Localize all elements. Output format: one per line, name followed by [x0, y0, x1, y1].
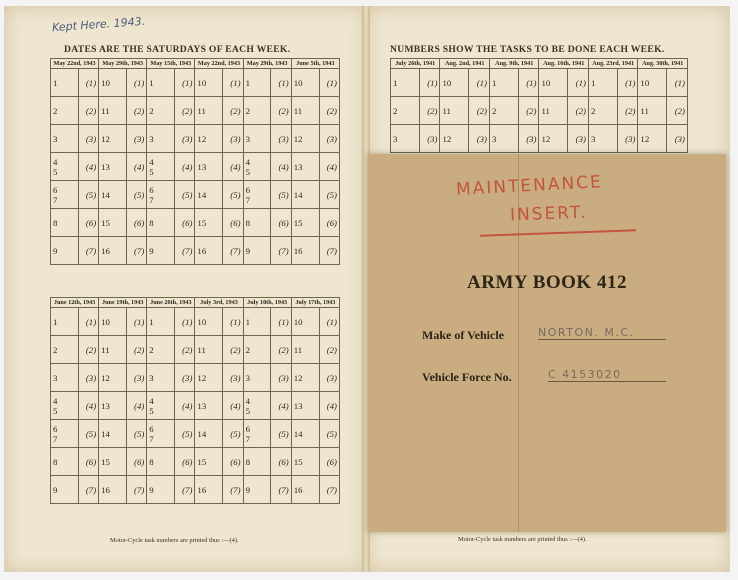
maintenance-insert-card [368, 154, 726, 532]
task-number-cell: 9 [51, 476, 79, 504]
motorcycle-task-cell: (1) [667, 69, 688, 97]
task-number-cell: 1 [391, 69, 420, 97]
motorcycle-task-cell: (1) [271, 308, 291, 336]
task-number-cell: 8 [243, 209, 271, 237]
motorcycle-task-cell: (1) [175, 69, 195, 97]
motorcycle-task-cell: (2) [319, 336, 339, 364]
motorcycle-task-cell: (5) [175, 420, 195, 448]
make-of-vehicle-label: Make of Vehicle [422, 328, 504, 342]
stamp-line-2: INSERT. [509, 202, 588, 226]
schedule-table-right [390, 58, 688, 153]
task-number-cell: 16 [99, 476, 127, 504]
motorcycle-task-cell: (3) [223, 364, 243, 392]
stamp-underline [480, 229, 636, 236]
task-number-cell: 15 [291, 448, 319, 476]
task-number-cell: 11 [291, 97, 319, 125]
motorcycle-task-cell: (1) [419, 69, 440, 97]
motorcycle-task-cell: (6) [78, 209, 98, 237]
motorcycle-task-cell: (4) [175, 392, 195, 420]
task-number-cell: 1 [243, 308, 271, 336]
date-header: July 3rd, 1943 [195, 298, 243, 308]
motorcycle-task-cell: (5) [319, 181, 339, 209]
motorcycle-task-cell: (6) [127, 448, 147, 476]
task-number-cell: 14 [291, 181, 319, 209]
task-row [391, 125, 688, 153]
task-number-cell: 8 [243, 448, 271, 476]
task-row [51, 69, 340, 97]
handwritten-note: Kept Here. 1943. [51, 14, 146, 35]
motorcycle-task-cell: (5) [223, 420, 243, 448]
task-number-cell: 9 [243, 476, 271, 504]
motorcycle-task-cell: (6) [223, 448, 243, 476]
motorcycle-task-cell: (3) [617, 125, 638, 153]
task-number-cell: 10 [195, 308, 223, 336]
task-number-cell: 2 [243, 336, 271, 364]
task-row [51, 153, 340, 181]
task-number-cell: 9 [243, 237, 271, 265]
task-number-cell: 2 [51, 97, 79, 125]
left-page-title: DATES ARE THE SATURDAYS OF EACH WEEK. [64, 44, 291, 55]
motorcycle-task-cell: (6) [223, 209, 243, 237]
motorcycle-task-cell: (7) [127, 237, 147, 265]
task-number-cell: 9 [147, 476, 175, 504]
date-header: Aug. 23rd, 1941 [588, 59, 637, 69]
task-number-cell: 4 5 [243, 153, 271, 181]
task-number-cell: 2 [51, 336, 79, 364]
task-number-cell: 12 [440, 125, 469, 153]
task-number-cell: 13 [195, 392, 223, 420]
task-number-cell: 1 [51, 308, 79, 336]
task-number-cell: 15 [99, 448, 127, 476]
task-number-cell: 2 [243, 97, 271, 125]
motorcycle-task-cell: (1) [127, 69, 147, 97]
date-header: Aug. 30th, 1941 [638, 59, 688, 69]
task-row [51, 125, 340, 153]
task-number-cell: 16 [195, 237, 223, 265]
motorcycle-task-cell: (1) [319, 69, 339, 97]
motorcycle-task-cell: (4) [223, 392, 243, 420]
motorcycle-task-cell: (3) [175, 125, 195, 153]
task-row [51, 448, 340, 476]
task-number-cell: 3 [391, 125, 420, 153]
header-row [391, 59, 688, 69]
motorcycle-task-cell: (2) [319, 97, 339, 125]
task-number-cell: 3 [243, 364, 271, 392]
motorcycle-task-cell: (6) [78, 448, 98, 476]
right-footer: Motor-Cycle task numbers are printed thus :—(4). [458, 536, 587, 543]
motorcycle-task-cell: (1) [175, 308, 195, 336]
task-number-cell: 6 7 [147, 420, 175, 448]
task-number-cell: 16 [195, 476, 223, 504]
task-number-cell: 6 7 [243, 420, 271, 448]
task-number-cell: 4 5 [243, 392, 271, 420]
task-number-cell: 12 [291, 125, 319, 153]
task-number-cell: 14 [195, 181, 223, 209]
motorcycle-task-cell: (5) [271, 420, 291, 448]
motorcycle-task-cell: (5) [223, 181, 243, 209]
task-number-cell: 1 [243, 69, 271, 97]
motorcycle-task-cell: (2) [518, 97, 539, 125]
date-header: June 5th, 1943 [291, 59, 339, 69]
task-number-cell: 10 [638, 69, 667, 97]
vehicle-force-no-value: C 4153020 [548, 368, 666, 382]
motorcycle-task-cell: (4) [175, 153, 195, 181]
task-number-cell: 10 [195, 69, 223, 97]
motorcycle-task-cell: (1) [78, 308, 98, 336]
task-number-cell: 8 [147, 209, 175, 237]
task-number-cell: 3 [51, 364, 79, 392]
motorcycle-task-cell: (3) [271, 364, 291, 392]
task-row [391, 69, 688, 97]
motorcycle-task-cell: (1) [469, 69, 490, 97]
motorcycle-task-cell: (7) [223, 476, 243, 504]
motorcycle-task-cell: (3) [175, 364, 195, 392]
task-number-cell: 8 [147, 448, 175, 476]
date-header: July 17th, 1943 [291, 298, 339, 308]
task-number-cell: 14 [99, 420, 127, 448]
motorcycle-task-cell: (6) [175, 209, 195, 237]
task-row [51, 308, 340, 336]
task-number-cell: 6 7 [51, 181, 79, 209]
motorcycle-task-cell: (2) [223, 336, 243, 364]
motorcycle-task-cell: (3) [127, 125, 147, 153]
task-number-cell: 13 [99, 153, 127, 181]
task-number-cell: 6 7 [51, 420, 79, 448]
book-title: ARMY BOOK 412 [467, 272, 627, 293]
task-number-cell: 1 [588, 69, 617, 97]
motorcycle-task-cell: (1) [518, 69, 539, 97]
vehicle-force-no-label: Vehicle Force No. [422, 370, 512, 384]
task-number-cell: 4 5 [147, 153, 175, 181]
motorcycle-task-cell: (3) [319, 364, 339, 392]
motorcycle-task-cell: (7) [175, 476, 195, 504]
right-page-title: NUMBERS SHOW THE TASKS TO BE DONE EACH WEEK. [390, 44, 665, 55]
task-number-cell: 3 [489, 125, 518, 153]
motorcycle-task-cell: (3) [127, 364, 147, 392]
motorcycle-task-cell: (2) [223, 97, 243, 125]
task-number-cell: 2 [489, 97, 518, 125]
motorcycle-task-cell: (4) [127, 392, 147, 420]
motorcycle-task-cell: (2) [469, 97, 490, 125]
task-number-cell: 12 [195, 364, 223, 392]
task-number-cell: 11 [99, 97, 127, 125]
task-row [391, 97, 688, 125]
motorcycle-task-cell: (4) [271, 392, 291, 420]
motorcycle-task-cell: (4) [127, 153, 147, 181]
motorcycle-task-cell: (2) [175, 97, 195, 125]
task-row [51, 336, 340, 364]
task-number-cell: 1 [489, 69, 518, 97]
task-row [51, 97, 340, 125]
date-header: July 10th, 1943 [243, 298, 291, 308]
date-header: June 12th, 1943 [51, 298, 99, 308]
task-number-cell: 10 [539, 69, 568, 97]
motorcycle-task-cell: (2) [78, 97, 98, 125]
motorcycle-task-cell: (3) [78, 364, 98, 392]
task-number-cell: 10 [291, 69, 319, 97]
task-number-cell: 10 [99, 69, 127, 97]
task-row [51, 420, 340, 448]
motorcycle-task-cell: (4) [78, 153, 98, 181]
date-header: July 26th, 1941 [391, 59, 440, 69]
motorcycle-task-cell: (4) [319, 392, 339, 420]
task-number-cell: 4 5 [51, 153, 79, 181]
task-number-cell: 11 [195, 336, 223, 364]
motorcycle-task-cell: (2) [568, 97, 589, 125]
motorcycle-task-cell: (2) [419, 97, 440, 125]
task-number-cell: 8 [51, 448, 79, 476]
motorcycle-task-cell: (5) [78, 420, 98, 448]
task-number-cell: 12 [195, 125, 223, 153]
task-number-cell: 16 [99, 237, 127, 265]
task-number-cell: 2 [588, 97, 617, 125]
motorcycle-task-cell: (7) [78, 476, 98, 504]
motorcycle-task-cell: (6) [175, 448, 195, 476]
motorcycle-task-cell: (4) [223, 153, 243, 181]
motorcycle-task-cell: (2) [271, 97, 291, 125]
task-number-cell: 16 [291, 237, 319, 265]
task-number-cell: 14 [195, 420, 223, 448]
task-row [51, 476, 340, 504]
motorcycle-task-cell: (6) [271, 209, 291, 237]
motorcycle-task-cell: (7) [271, 476, 291, 504]
task-number-cell: 11 [291, 336, 319, 364]
motorcycle-task-cell: (2) [78, 336, 98, 364]
task-number-cell: 11 [195, 97, 223, 125]
task-number-cell: 13 [291, 153, 319, 181]
task-number-cell: 3 [147, 364, 175, 392]
task-number-cell: 10 [99, 308, 127, 336]
task-number-cell: 11 [99, 336, 127, 364]
task-number-cell: 12 [539, 125, 568, 153]
date-header: May 22nd, 1943 [195, 59, 243, 69]
motorcycle-task-cell: (1) [617, 69, 638, 97]
motorcycle-task-cell: (7) [78, 237, 98, 265]
task-number-cell: 14 [291, 420, 319, 448]
motorcycle-task-cell: (3) [469, 125, 490, 153]
motorcycle-task-cell: (5) [127, 181, 147, 209]
task-number-cell: 2 [147, 97, 175, 125]
motorcycle-task-cell: (1) [127, 308, 147, 336]
task-number-cell: 12 [99, 125, 127, 153]
motorcycle-task-cell: (6) [127, 209, 147, 237]
task-number-cell: 6 7 [147, 181, 175, 209]
stamp-line-1: MAINTENANCE [455, 172, 604, 200]
schedule-table-bottom [50, 297, 340, 504]
task-number-cell: 15 [291, 209, 319, 237]
motorcycle-task-cell: (7) [175, 237, 195, 265]
date-header: May 15th, 1943 [147, 59, 195, 69]
motorcycle-task-cell: (7) [271, 237, 291, 265]
motorcycle-task-cell: (5) [271, 181, 291, 209]
task-number-cell: 9 [51, 237, 79, 265]
task-row [51, 237, 340, 265]
task-number-cell: 11 [638, 97, 667, 125]
motorcycle-task-cell: (2) [127, 336, 147, 364]
task-row [51, 364, 340, 392]
task-number-cell: 6 7 [243, 181, 271, 209]
task-number-cell: 16 [291, 476, 319, 504]
task-number-cell: 1 [147, 69, 175, 97]
header-row [51, 59, 340, 69]
task-number-cell: 15 [99, 209, 127, 237]
motorcycle-task-cell: (1) [568, 69, 589, 97]
task-number-cell: 11 [440, 97, 469, 125]
motorcycle-task-cell: (1) [223, 69, 243, 97]
task-number-cell: 2 [147, 336, 175, 364]
motorcycle-task-cell: (1) [319, 308, 339, 336]
task-number-cell: 4 5 [51, 392, 79, 420]
left-footer: Motor-Cycle task numbers are printed thus :—(4). [110, 537, 239, 544]
task-number-cell: 13 [291, 392, 319, 420]
task-number-cell: 14 [99, 181, 127, 209]
motorcycle-task-cell: (5) [175, 181, 195, 209]
motorcycle-task-cell: (2) [667, 97, 688, 125]
make-of-vehicle-value: NORTON. M.C. [538, 326, 666, 340]
motorcycle-task-cell: (7) [319, 476, 339, 504]
motorcycle-task-cell: (1) [271, 69, 291, 97]
motorcycle-task-cell: (5) [127, 420, 147, 448]
motorcycle-task-cell: (1) [78, 69, 98, 97]
motorcycle-task-cell: (4) [271, 153, 291, 181]
date-header: May 29th, 1943 [243, 59, 291, 69]
task-row [51, 392, 340, 420]
task-number-cell: 12 [638, 125, 667, 153]
task-number-cell: 3 [147, 125, 175, 153]
motorcycle-task-cell: (3) [667, 125, 688, 153]
date-header: Aug. 9th, 1941 [489, 59, 538, 69]
header-row [51, 298, 340, 308]
date-header: May 29th, 1943 [99, 59, 147, 69]
task-number-cell: 15 [195, 209, 223, 237]
task-row [51, 209, 340, 237]
schedule-table-top [50, 58, 340, 265]
motorcycle-task-cell: (3) [78, 125, 98, 153]
task-number-cell: 10 [440, 69, 469, 97]
motorcycle-task-cell: (2) [175, 336, 195, 364]
motorcycle-task-cell: (3) [271, 125, 291, 153]
motorcycle-task-cell: (4) [78, 392, 98, 420]
motorcycle-task-cell: (3) [419, 125, 440, 153]
motorcycle-task-cell: (7) [319, 237, 339, 265]
motorcycle-task-cell: (5) [319, 420, 339, 448]
task-number-cell: 4 5 [147, 392, 175, 420]
task-number-cell: 13 [99, 392, 127, 420]
motorcycle-task-cell: (7) [223, 237, 243, 265]
task-number-cell: 1 [147, 308, 175, 336]
task-number-cell: 3 [588, 125, 617, 153]
date-header: June 26th, 1943 [147, 298, 195, 308]
date-header: Aug. 2nd, 1941 [440, 59, 489, 69]
task-number-cell: 13 [195, 153, 223, 181]
motorcycle-task-cell: (3) [223, 125, 243, 153]
task-number-cell: 12 [99, 364, 127, 392]
task-number-cell: 1 [51, 69, 79, 97]
motorcycle-task-cell: (3) [568, 125, 589, 153]
task-number-cell: 12 [291, 364, 319, 392]
task-number-cell: 15 [195, 448, 223, 476]
task-number-cell: 3 [243, 125, 271, 153]
motorcycle-task-cell: (2) [271, 336, 291, 364]
date-header: June 19th, 1943 [99, 298, 147, 308]
motorcycle-task-cell: (2) [617, 97, 638, 125]
motorcycle-task-cell: (2) [127, 97, 147, 125]
motorcycle-task-cell: (4) [319, 153, 339, 181]
motorcycle-task-cell: (6) [319, 209, 339, 237]
task-number-cell: 11 [539, 97, 568, 125]
task-number-cell: 9 [147, 237, 175, 265]
task-number-cell: 2 [391, 97, 420, 125]
motorcycle-task-cell: (3) [319, 125, 339, 153]
date-header: Aug. 16th, 1941 [539, 59, 588, 69]
motorcycle-task-cell: (3) [518, 125, 539, 153]
motorcycle-task-cell: (6) [319, 448, 339, 476]
motorcycle-task-cell: (7) [127, 476, 147, 504]
task-row [51, 181, 340, 209]
task-number-cell: 10 [291, 308, 319, 336]
motorcycle-task-cell: (1) [223, 308, 243, 336]
motorcycle-task-cell: (5) [78, 181, 98, 209]
task-number-cell: 3 [51, 125, 79, 153]
task-number-cell: 8 [51, 209, 79, 237]
motorcycle-task-cell: (6) [271, 448, 291, 476]
date-header: May 22nd, 1943 [51, 59, 99, 69]
